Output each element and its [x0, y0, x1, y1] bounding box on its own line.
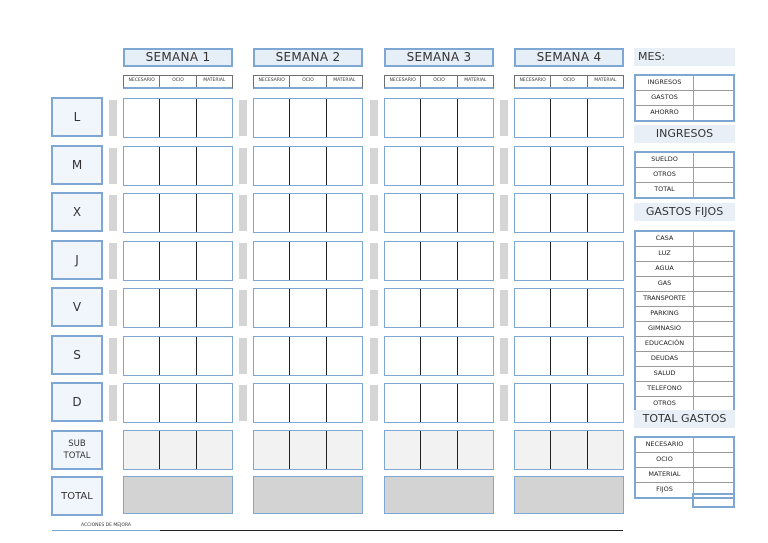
day-label: M	[51, 145, 103, 185]
day-label: X	[51, 192, 103, 232]
entry-cell[interactable]	[421, 194, 457, 232]
week-title: SEMANA 3	[384, 48, 494, 67]
subheader-label: OCIO	[421, 76, 457, 87]
subheader-label: OCIO	[290, 76, 326, 87]
entry-cell[interactable]	[421, 147, 457, 185]
entry-cell[interactable]	[327, 242, 362, 280]
row-separator	[500, 100, 508, 136]
entry-cell[interactable]	[385, 147, 421, 185]
side-row-label: EDUCACIÓN	[636, 337, 694, 351]
week-subheader	[253, 75, 363, 89]
entry-cell[interactable]	[254, 337, 290, 375]
day-entry-cells[interactable]	[123, 98, 233, 138]
side-row-label: TELEFONO	[636, 382, 694, 396]
day-entry-cells[interactable]	[253, 193, 363, 233]
entry-cell[interactable]	[515, 194, 551, 232]
day-entry-cells[interactable]	[123, 241, 233, 281]
entry-cell[interactable]	[327, 147, 362, 185]
side-row-value[interactable]	[694, 76, 733, 90]
day-entry-cells[interactable]	[384, 241, 494, 281]
entry-cell[interactable]	[160, 147, 196, 185]
entry-cell[interactable]	[160, 289, 196, 327]
week-subheader	[514, 75, 624, 89]
side-row-label: DEUDAS	[636, 352, 694, 366]
entry-cell[interactable]	[421, 384, 457, 422]
footer-line	[160, 530, 623, 531]
side-row-value[interactable]	[694, 468, 733, 482]
entry-cell[interactable]	[290, 337, 326, 375]
entry-cell[interactable]	[385, 99, 421, 137]
row-separator	[109, 100, 117, 136]
day-entry-cells[interactable]	[514, 383, 624, 423]
row-separator	[370, 100, 378, 136]
entry-cell[interactable]	[551, 384, 587, 422]
total-gastos-table	[634, 436, 735, 499]
entry-cell[interactable]	[458, 99, 493, 137]
entry-cell[interactable]	[515, 242, 551, 280]
entry-cell[interactable]	[124, 242, 160, 280]
side-row-value[interactable]	[694, 322, 733, 336]
side-row	[636, 367, 733, 382]
side-row	[636, 183, 733, 197]
day-entry-cells[interactable]	[253, 98, 363, 138]
entry-cell[interactable]	[160, 194, 196, 232]
week-title: SEMANA 1	[123, 48, 233, 67]
side-row-value[interactable]	[694, 183, 733, 197]
entry-cell[interactable]	[515, 384, 551, 422]
day-entry-cells[interactable]	[514, 193, 624, 233]
subheader-label: NECESARIO	[124, 76, 160, 87]
side-row-label: NECESARIO	[636, 438, 694, 452]
day-entry-cells[interactable]	[384, 98, 494, 138]
week-title: SEMANA 2	[253, 48, 363, 67]
entry-cell[interactable]	[551, 242, 587, 280]
subtotal-label: SUB TOTAL	[51, 430, 103, 470]
side-row-value[interactable]	[694, 277, 733, 291]
entry-cell[interactable]	[588, 99, 623, 137]
subtotal-cell[interactable]	[124, 431, 160, 469]
week-subheader	[123, 75, 233, 89]
entry-cell[interactable]	[124, 337, 160, 375]
row-separator	[370, 195, 378, 231]
gastos-fijos-title: GASTOS FIJOS	[634, 203, 735, 221]
total-label: TOTAL	[51, 476, 103, 516]
side-row	[636, 106, 733, 120]
subheader-label: OCIO	[160, 76, 196, 87]
side-row-label: LUZ	[636, 247, 694, 261]
row-separator	[109, 338, 117, 374]
side-row-label: SUELDO	[636, 153, 694, 167]
day-entry-cells[interactable]	[384, 193, 494, 233]
subtotal-cell[interactable]	[254, 431, 290, 469]
side-row	[636, 168, 733, 183]
month-label: MES:	[634, 48, 735, 66]
subtotal-cell[interactable]	[385, 431, 421, 469]
entry-cell[interactable]	[551, 147, 587, 185]
side-row-value[interactable]	[694, 168, 733, 182]
entry-cell[interactable]	[327, 384, 362, 422]
row-separator	[239, 338, 247, 374]
side-row	[636, 438, 733, 453]
entry-cell[interactable]	[124, 194, 160, 232]
row-separator	[239, 243, 247, 279]
entry-cell[interactable]	[588, 289, 623, 327]
side-row-label: OTROS	[636, 397, 694, 411]
row-separator	[109, 290, 117, 326]
side-row-value[interactable]	[694, 438, 733, 452]
day-label: D	[51, 382, 103, 422]
subtotal-cell[interactable]	[327, 431, 362, 469]
entry-cell[interactable]	[588, 384, 623, 422]
day-entry-cells[interactable]	[514, 146, 624, 186]
footer-label: ACCIONES DE MEJORA	[52, 523, 160, 531]
subheader-label: NECESARIO	[515, 76, 551, 87]
side-row	[636, 453, 733, 468]
side-row-value[interactable]	[694, 292, 733, 306]
row-separator	[239, 100, 247, 136]
day-entry-cells[interactable]	[514, 98, 624, 138]
side-row-value[interactable]	[694, 453, 733, 467]
row-separator	[500, 148, 508, 184]
side-row-value[interactable]	[694, 352, 733, 366]
subtotal-cell[interactable]	[458, 431, 493, 469]
side-row	[636, 262, 733, 277]
entry-cell[interactable]	[458, 289, 493, 327]
side-row-label: TOTAL	[636, 183, 694, 197]
subtotal-cell[interactable]	[515, 431, 551, 469]
entry-cell[interactable]	[290, 289, 326, 327]
entry-cell[interactable]	[254, 289, 290, 327]
entry-cell[interactable]	[197, 337, 232, 375]
entry-cell[interactable]	[290, 99, 326, 137]
entry-cell[interactable]	[254, 147, 290, 185]
subheader-label: NECESARIO	[254, 76, 290, 87]
subtotal-cell[interactable]	[588, 431, 623, 469]
entry-cell[interactable]	[588, 242, 623, 280]
entry-cell[interactable]	[515, 147, 551, 185]
row-separator	[370, 385, 378, 421]
week-subheader	[384, 75, 494, 89]
week-total-cell[interactable]	[253, 476, 363, 514]
row-separator	[109, 148, 117, 184]
entry-cell[interactable]	[197, 289, 232, 327]
entry-cell[interactable]	[458, 337, 493, 375]
entry-cell[interactable]	[385, 337, 421, 375]
side-row-label: GASTOS	[636, 91, 694, 105]
side-row-label: FIJOS	[636, 483, 694, 497]
day-entry-cells[interactable]	[123, 288, 233, 328]
entry-cell[interactable]	[385, 289, 421, 327]
entry-cell[interactable]	[458, 384, 493, 422]
day-entry-cells[interactable]	[123, 336, 233, 376]
total-gastos-title: TOTAL GASTOS	[634, 410, 735, 428]
entry-cell[interactable]	[551, 337, 587, 375]
entry-cell[interactable]	[290, 194, 326, 232]
side-row-value[interactable]	[694, 91, 733, 105]
subheader-label: MATERIAL	[464, 78, 487, 83]
side-row-value[interactable]	[694, 153, 733, 167]
side-row	[636, 382, 733, 397]
day-label: L	[51, 97, 103, 137]
subtotal-cell[interactable]	[421, 431, 457, 469]
entry-cell[interactable]	[588, 147, 623, 185]
day-label: S	[51, 335, 103, 375]
side-row	[636, 76, 733, 91]
side-row	[636, 337, 733, 352]
day-entry-cells[interactable]	[123, 193, 233, 233]
side-row-value[interactable]	[694, 337, 733, 351]
row-separator	[370, 148, 378, 184]
day-entry-cells[interactable]	[253, 146, 363, 186]
entry-cell[interactable]	[160, 242, 196, 280]
row-separator	[370, 290, 378, 326]
side-row	[636, 397, 733, 411]
day-entry-cells[interactable]	[514, 336, 624, 376]
entry-cell[interactable]	[327, 289, 362, 327]
entry-cell[interactable]	[254, 384, 290, 422]
entry-cell[interactable]	[551, 99, 587, 137]
side-row-label: MATERIAL	[636, 468, 694, 482]
entry-cell[interactable]	[197, 242, 232, 280]
side-row-value[interactable]	[694, 106, 733, 120]
entry-cell[interactable]	[327, 99, 362, 137]
entry-cell[interactable]	[385, 242, 421, 280]
day-entry-cells[interactable]	[253, 288, 363, 328]
entry-cell[interactable]	[327, 337, 362, 375]
entry-cell[interactable]	[421, 289, 457, 327]
day-label: J	[51, 240, 103, 280]
entry-cell[interactable]	[421, 337, 457, 375]
row-separator	[109, 243, 117, 279]
row-separator	[109, 385, 117, 421]
entry-cell[interactable]	[290, 242, 326, 280]
side-row-label: CASA	[636, 232, 694, 246]
side-row-label: GAS	[636, 277, 694, 291]
entry-cell[interactable]	[160, 384, 196, 422]
subheader-label: NECESARIO	[385, 76, 421, 87]
subtotal-cell[interactable]	[551, 431, 587, 469]
entry-cell[interactable]	[124, 147, 160, 185]
row-separator	[500, 195, 508, 231]
entry-cell[interactable]	[515, 289, 551, 327]
row-separator	[500, 385, 508, 421]
day-entry-cells[interactable]	[253, 383, 363, 423]
entry-cell[interactable]	[551, 289, 587, 327]
row-separator	[109, 195, 117, 231]
ingresos-table	[634, 151, 735, 199]
side-row	[636, 322, 733, 337]
entry-cell[interactable]	[458, 194, 493, 232]
row-separator	[370, 243, 378, 279]
week-title: SEMANA 4	[514, 48, 624, 67]
subtotal-cell[interactable]	[197, 431, 232, 469]
entry-cell[interactable]	[197, 147, 232, 185]
subtotal-cell[interactable]	[290, 431, 326, 469]
entry-cell[interactable]	[290, 147, 326, 185]
side-row	[636, 307, 733, 322]
side-row-value[interactable]	[694, 397, 733, 411]
row-separator	[500, 290, 508, 326]
summary-table	[634, 74, 735, 122]
side-row-label: AGUA	[636, 262, 694, 276]
side-row-label: AHORRO	[636, 106, 694, 120]
subheader-label: MATERIAL	[203, 78, 226, 83]
gastos-fijos-table	[634, 230, 735, 413]
entry-cell[interactable]	[254, 194, 290, 232]
row-separator	[239, 195, 247, 231]
entry-cell[interactable]	[197, 194, 232, 232]
ingresos-title: INGRESOS	[634, 125, 735, 143]
entry-cell[interactable]	[385, 384, 421, 422]
entry-cell[interactable]	[124, 384, 160, 422]
side-row-value[interactable]	[694, 382, 733, 396]
entry-cell[interactable]	[254, 242, 290, 280]
side-row	[636, 232, 733, 247]
day-entry-cells[interactable]	[514, 288, 624, 328]
day-entry-cells[interactable]	[514, 241, 624, 281]
row-separator	[500, 243, 508, 279]
side-row-label: INGRESOS	[636, 76, 694, 90]
entry-cell[interactable]	[160, 99, 196, 137]
entry-cell[interactable]	[421, 99, 457, 137]
side-row-value[interactable]	[694, 247, 733, 261]
subtotal-cells[interactable]	[253, 430, 363, 470]
entry-cell[interactable]	[197, 384, 232, 422]
entry-cell[interactable]	[515, 99, 551, 137]
subheader-label: OCIO	[551, 76, 587, 87]
entry-cell[interactable]	[385, 194, 421, 232]
day-entry-cells[interactable]	[123, 383, 233, 423]
side-row	[636, 468, 733, 483]
entry-cell[interactable]	[124, 289, 160, 327]
day-entry-cells[interactable]	[123, 146, 233, 186]
side-row-label: GIMNASIO	[636, 322, 694, 336]
row-separator	[239, 290, 247, 326]
side-row-value[interactable]	[694, 262, 733, 276]
side-row-label: SALUD	[636, 367, 694, 381]
side-row-value[interactable]	[694, 307, 733, 321]
entry-cell[interactable]	[458, 242, 493, 280]
entry-cell[interactable]	[197, 99, 232, 137]
entry-cell[interactable]	[160, 337, 196, 375]
side-row-value[interactable]	[694, 367, 733, 381]
entry-cell[interactable]	[458, 147, 493, 185]
week-total-cell[interactable]	[384, 476, 494, 514]
side-row-value[interactable]	[694, 232, 733, 246]
entry-cell[interactable]	[515, 337, 551, 375]
week-total-cell[interactable]	[514, 476, 624, 514]
entry-cell[interactable]	[588, 194, 623, 232]
side-row	[636, 153, 733, 168]
subtotal-cell[interactable]	[160, 431, 196, 469]
day-entry-cells[interactable]	[253, 241, 363, 281]
side-row	[636, 247, 733, 262]
side-row	[636, 91, 733, 106]
row-separator	[239, 385, 247, 421]
side-row-label: TRANSPORTE	[636, 292, 694, 306]
entry-cell[interactable]	[588, 337, 623, 375]
day-entry-cells[interactable]	[384, 336, 494, 376]
subtotal-cells[interactable]	[123, 430, 233, 470]
day-entry-cells[interactable]	[384, 146, 494, 186]
side-row-label: OTROS	[636, 168, 694, 182]
subheader-label: MATERIAL	[333, 78, 356, 83]
side-row-label: OCIO	[636, 453, 694, 467]
entry-cell[interactable]	[124, 99, 160, 137]
side-row	[636, 277, 733, 292]
side-row	[636, 292, 733, 307]
side-row	[636, 352, 733, 367]
day-entry-cells[interactable]	[384, 383, 494, 423]
day-entry-cells[interactable]	[384, 288, 494, 328]
week-total-cell[interactable]	[123, 476, 233, 514]
entry-cell[interactable]	[551, 194, 587, 232]
subtotal-cells[interactable]	[514, 430, 624, 470]
day-entry-cells[interactable]	[253, 336, 363, 376]
subheader-label: MATERIAL	[594, 78, 617, 83]
entry-cell[interactable]	[421, 242, 457, 280]
grand-total-cell[interactable]	[692, 493, 735, 508]
side-row-label: PARKING	[636, 307, 694, 321]
entry-cell[interactable]	[327, 194, 362, 232]
row-separator	[239, 148, 247, 184]
day-label: V	[51, 287, 103, 327]
row-separator	[500, 338, 508, 374]
entry-cell[interactable]	[254, 99, 290, 137]
row-separator	[370, 338, 378, 374]
entry-cell[interactable]	[290, 384, 326, 422]
subtotal-cells[interactable]	[384, 430, 494, 470]
